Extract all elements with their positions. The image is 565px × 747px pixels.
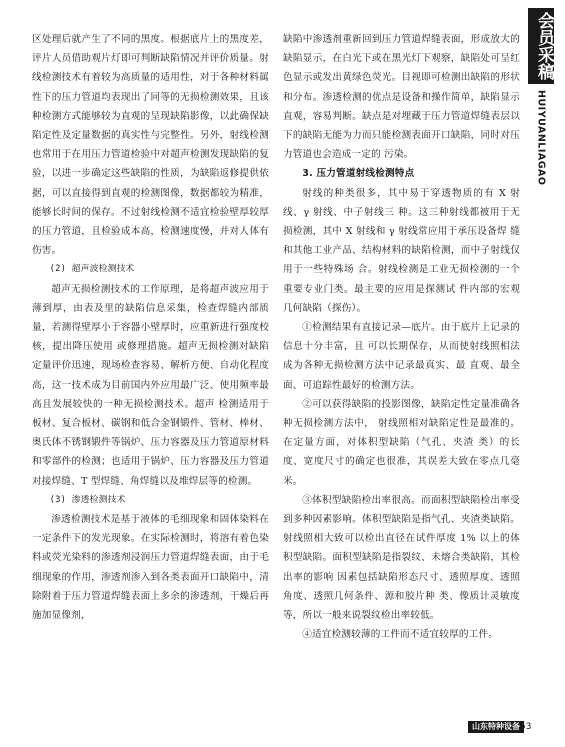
paragraph-penetrant-continued: 缺陷中渗透剂重新回到压力管道焊缝表面，形成放大的缺陷显示，在白光下或在黑光灯下观察，缺陷处可呈红色显示或发出黄绿色荧光。目视即可检测出缺陷的形状和分布。渗透检测的优点是设备和操作简单，缺陷显示直观，容易判断。缺点是对埋藏于压力管道焊缝表层以下的缺陷无能为力而只能检测表面开口缺陷，同时对压力管道也会造成一定的 污染。 (283, 34, 520, 161)
subheading-penetrant: (3) 渗透检测技术 (49, 494, 126, 505)
section-title-vertical: 会员采稿 (528, 8, 554, 84)
right-column (283, 30, 520, 645)
paragraph-point-1: ①检测结果有直接记录—底片。由于底片上记录的信息十分丰富，且 可以长期保存，从而使射线照相法成为各种无损检测方法中记录最真实、最 直观、最全面、可追踪性最好的检测方法。 (283, 322, 520, 391)
paragraph-radiography-continued: 区处理后就产生了不同的黑度。根据底片上的黑度差，评片人员借助观片灯即可判断缺陷情况并评价质量。射线检测技术有着较为高质量的适用性，对于各种材料属性下的压力管道均表现出了同等的无损检测效果，且该种检测方式能够较为直观的呈现缺陷影像，以此确保缺陷定性及定量数据的真实性与完整性。另外，射线检测也常用于在用压力管道检验中对超声检测发现缺陷的复验，以进一步确定这些缺陷的性质，为缺陷返修提供依据，可以直接得到直观的检测图像，数据都较为精准，能够长时间的保存。不过射线检测不适宜检验壁厚较厚的压力管道，且检验成本高，检测速度慢，并对人体有伤害。 (32, 34, 269, 257)
subheading-ultrasonic: (2) 超声波检测技术 (49, 264, 135, 275)
magazine-name: 山东特种设备 (468, 721, 524, 733)
page-number: 53 (520, 722, 532, 732)
section-title-radiography-features: 3. 压力管道射线检测特点 (302, 168, 415, 180)
paragraph-penetrant: 渗透检测技术是基于液体的毛细现象和固体染料在一定条件下的发光现象。在实际检测时，将溶有着色染料或荧光染料的渗透剂浸润压力管道焊缝表面，由于毛细现象的作用，渗透剂渗入到各类表面开口缺陷中，清除附着于压力管道焊缝表面上多余的渗透剂，干燥后再施加显像剂， (32, 514, 269, 622)
paragraph-ray-types: 射线的种类很多，其中易于穿透物质的有 X 射线、γ 射线、中子射线三 种。这三种射线都被用于无损检测，其中 X 射线和 γ 射线常应用于承压设备焊 缝和其他工业产品、结构材料的缺陷检测，而中子射线仅用于一些特殊场 合。射线检测是工业无损检测的一个重要专业门类。最主要的应用是探测试 件内部的宏观几何缺陷（探伤）。 (283, 187, 520, 314)
left-column (32, 30, 269, 625)
paragraph-point-2: ②可以获得缺陷的投影图像，缺陷定性定量准确各种无损检测方法中， 射线照相对缺陷定性是最准的。在定量方面，对体积型缺陷（气孔、夹渣 类）的长度、宽度尺寸的确定也很准，其误差大致在零点几毫米。 (283, 398, 520, 487)
paragraph-point-4: ④适宜检测较薄的工件而不适宜较厚的工件。 (302, 629, 499, 641)
section-pinyin-vertical: HUIYUANLIAGAO (535, 90, 547, 186)
paragraph-ultrasonic: 超声无损检测技术的工作原理，是将超声波应用于薄到厚，由表及里的缺陷信息采集，检查焊缝内部质量，若测得壁厚小于容器小壁厚时，应重新进行强度校核，提出降压使用 或修理措施。超声无损检测对缺陷定量评价迅速，现场检查容易、解析方便、自动化程度高，这一技术成为目前国内外应用最广泛、使用频率最高且发展较快的一种无损检测技术。超声 检测适用于板材、复合板材、碳钢和低合金钢锻件、管材、棒材、奥氏体不锈钢锻件等锅炉、压力容器及压力管道原材料和零部件的检测；也适用于锅炉、压力容器及压力管道对接焊缝、T 型焊缝、角焊缝以及堆焊层等的检测。 (32, 283, 269, 487)
paragraph-point-3: ③体积型缺陷检出率很高。而面积型缺陷检出率受到多种因素影响。体积型缺陷是指气孔、夹渣类缺陷。射线照相大致可以检出直径在试件厚度 1% 以上的体积型缺陷。面积型缺陷是指裂纹、未熔合类缺陷，其检出率的影响 因素包括缺陷形态尺寸、透照厚度、透照角度、透照几何条件、源和胶片种 类、像质计灵敏度等，所以一般来说裂纹检出率较低。 (283, 494, 520, 622)
section-sidebar (527, 8, 555, 185)
